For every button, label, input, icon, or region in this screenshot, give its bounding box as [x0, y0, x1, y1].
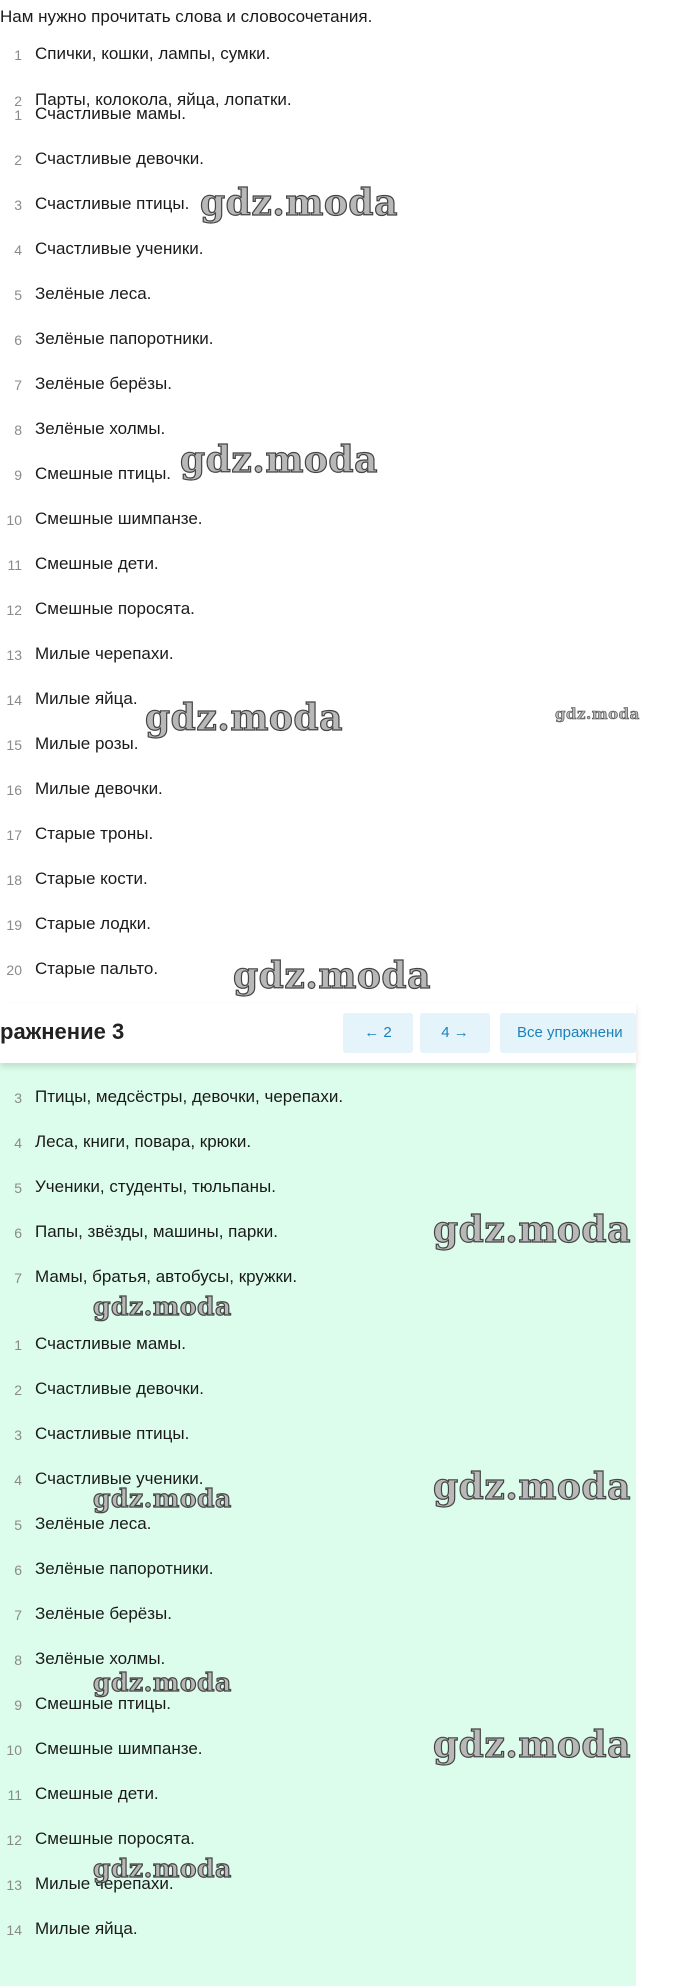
item-text: Птицы, медсёстры, девочки, черепахи.: [35, 1087, 344, 1106]
list-item: [0, 1919, 620, 1943]
list-item: [0, 1132, 620, 1156]
item-number: 20: [6, 962, 22, 978]
item-text: Смешные птицы.: [35, 1694, 172, 1713]
item-number: 6: [14, 1225, 22, 1241]
list-item: [0, 1087, 620, 1111]
item-text: Милые яйца.: [35, 689, 138, 708]
item-number: 9: [14, 1697, 22, 1713]
watermark: gdz.moda: [433, 1466, 631, 1508]
list-item: [0, 509, 620, 533]
item-number: 11: [7, 557, 22, 573]
item-number: 2: [14, 1382, 22, 1398]
list-item: [0, 284, 620, 308]
item-text: Зелёные леса.: [35, 284, 152, 303]
list-item: [0, 149, 620, 173]
item-text: Милые черепахи.: [35, 644, 174, 663]
list-item: [0, 644, 620, 668]
arrow-left-icon: ←: [364, 1024, 380, 1041]
list-item: [0, 1177, 620, 1201]
list-item: [0, 1267, 620, 1291]
list-item: [0, 914, 620, 938]
list-item: [0, 1829, 620, 1853]
item-text: Счастливые девочки.: [35, 1379, 204, 1398]
item-text: Зелёные берёзы.: [35, 1604, 172, 1623]
item-number: 13: [6, 647, 22, 663]
list-item: [0, 779, 620, 803]
intro-text: Нам нужно прочитать слова и словосочетания.: [0, 7, 373, 26]
exercise-title: ражнение 3: [0, 1019, 125, 1044]
item-number: 3: [14, 197, 22, 213]
watermark: gdz.moda: [180, 439, 378, 481]
item-number: 6: [14, 1562, 22, 1578]
item-number: 7: [14, 1270, 22, 1286]
item-number: 19: [6, 917, 22, 933]
item-number: 12: [6, 1832, 22, 1848]
item-number: 15: [6, 737, 22, 753]
item-text: Милые яйца.: [35, 1919, 138, 1938]
item-text: Счастливые птицы.: [35, 1424, 190, 1443]
watermark: gdz.moda: [93, 1668, 232, 1697]
item-number: 14: [6, 1922, 22, 1938]
list-item: [0, 44, 620, 68]
item-text: Папы, звёзды, машины, парки.: [35, 1222, 278, 1241]
item-number: 8: [14, 1652, 22, 1668]
item-number: 2: [14, 152, 22, 168]
watermark: gdz.moda: [433, 1209, 631, 1251]
item-text: Счастливые ученики.: [35, 239, 204, 258]
list-item: [0, 599, 620, 623]
item-text: Леса, книги, повара, крюки.: [35, 1132, 252, 1151]
list-item: [0, 1514, 620, 1538]
item-number: 1: [14, 1337, 22, 1353]
item-number: 14: [6, 692, 22, 708]
list-item: [0, 1784, 620, 1808]
watermark: gdz.moda: [145, 697, 343, 739]
item-number: 10: [6, 512, 22, 528]
list-item: [0, 1424, 620, 1448]
item-number: 3: [14, 1090, 22, 1106]
item-number: 5: [14, 1517, 22, 1533]
item-number: 10: [6, 1742, 22, 1758]
list-item: [0, 869, 620, 893]
item-text: Счастливые мамы.: [35, 104, 186, 123]
item-text: Счастливые мамы.: [35, 1334, 186, 1353]
item-text: Смешные шимпанзе.: [35, 1739, 203, 1758]
prev-exercise-label: 2: [383, 1024, 392, 1041]
item-number: 16: [6, 782, 22, 798]
item-number: 4: [14, 1472, 22, 1488]
item-text: Зелёные леса.: [35, 1514, 152, 1533]
watermark: gdz.moda: [233, 955, 431, 997]
item-text: Счастливые птицы.: [35, 194, 190, 213]
item-number: 4: [14, 1135, 22, 1151]
item-number: 17: [6, 827, 22, 843]
item-text: Смешные дети.: [35, 554, 159, 573]
all-exercises-button[interactable]: Все упражнени: [500, 1013, 636, 1053]
item-text: Зелёные холмы.: [35, 1649, 166, 1668]
watermark: gdz.moda: [433, 1724, 631, 1766]
item-number: 8: [14, 422, 22, 438]
item-number: 7: [14, 377, 22, 393]
item-text: Старые пальто.: [35, 959, 159, 978]
watermark: gdz.moda: [93, 1292, 232, 1321]
item-text: Смешные поросята.: [35, 599, 195, 618]
prev-exercise-button[interactable]: [343, 1013, 413, 1053]
item-number: 12: [6, 602, 22, 618]
watermark: gdz.moda: [93, 1854, 232, 1883]
item-text: Счастливые ученики.: [35, 1469, 204, 1488]
item-text: Милые розы.: [35, 734, 139, 753]
item-number: 6: [14, 332, 22, 348]
item-text: Зелёные папоротники.: [35, 1559, 214, 1578]
item-text: Старые лодки.: [35, 914, 151, 933]
list-item: [0, 1379, 620, 1403]
watermark: gdz.moda: [555, 705, 640, 723]
list-item: [0, 554, 620, 578]
item-text: Зелёные холмы.: [35, 419, 166, 438]
item-text: Старые кости.: [35, 869, 148, 888]
watermark: gdz.moda: [200, 182, 398, 224]
next-exercise-label: 4: [441, 1024, 450, 1041]
item-number: 7: [14, 1607, 22, 1623]
item-number: 5: [14, 1180, 22, 1196]
exercise-nav-bar: [0, 1003, 636, 1063]
list-item: [0, 329, 620, 353]
item-text: Милые черепахи.: [35, 1874, 174, 1893]
item-number: 4: [14, 242, 22, 258]
item-number: 11: [7, 1787, 22, 1803]
list-item: [0, 824, 620, 848]
item-text: Зелёные папоротники.: [35, 329, 214, 348]
item-number: 1: [14, 47, 22, 63]
item-number: 18: [6, 872, 22, 888]
arrow-right-icon: →: [453, 1024, 469, 1041]
list-item: [0, 374, 620, 398]
item-number: 1: [14, 107, 22, 123]
item-text: Мамы, братья, автобусы, кружки.: [35, 1267, 298, 1286]
item-text: Зелёные берёзы.: [35, 374, 172, 393]
item-text: Смешные птицы.: [35, 464, 172, 483]
item-text: Смешные поросята.: [35, 1829, 195, 1848]
item-text: Смешные шимпанзе.: [35, 509, 203, 528]
item-text: Ученики, студенты, тюльпаны.: [35, 1177, 276, 1196]
item-number: 2: [14, 93, 22, 109]
item-number: 5: [14, 287, 22, 303]
answer-block: [0, 1057, 636, 1986]
list-item: [0, 1334, 620, 1358]
item-number: 9: [14, 467, 22, 483]
item-text: Милые девочки.: [35, 779, 163, 798]
item-text: Старые троны.: [35, 824, 154, 843]
item-text: Спички, кошки, лампы, сумки.: [35, 44, 271, 63]
list-item: [0, 104, 620, 128]
list-item: [0, 1604, 620, 1628]
item-text: Парты, колокола, яйца, лопатки.: [35, 90, 292, 109]
watermark: gdz.moda: [93, 1484, 232, 1513]
item-number: 13: [6, 1877, 22, 1893]
list-item-clipped: [0, 90, 620, 109]
list-item: [0, 1694, 620, 1718]
list-item: [0, 239, 620, 263]
item-text: Смешные дети.: [35, 1784, 159, 1803]
item-number: 3: [14, 1427, 22, 1443]
item-text: Счастливые девочки.: [35, 149, 204, 168]
list-item: [0, 1559, 620, 1583]
next-exercise-button[interactable]: [420, 1013, 490, 1053]
